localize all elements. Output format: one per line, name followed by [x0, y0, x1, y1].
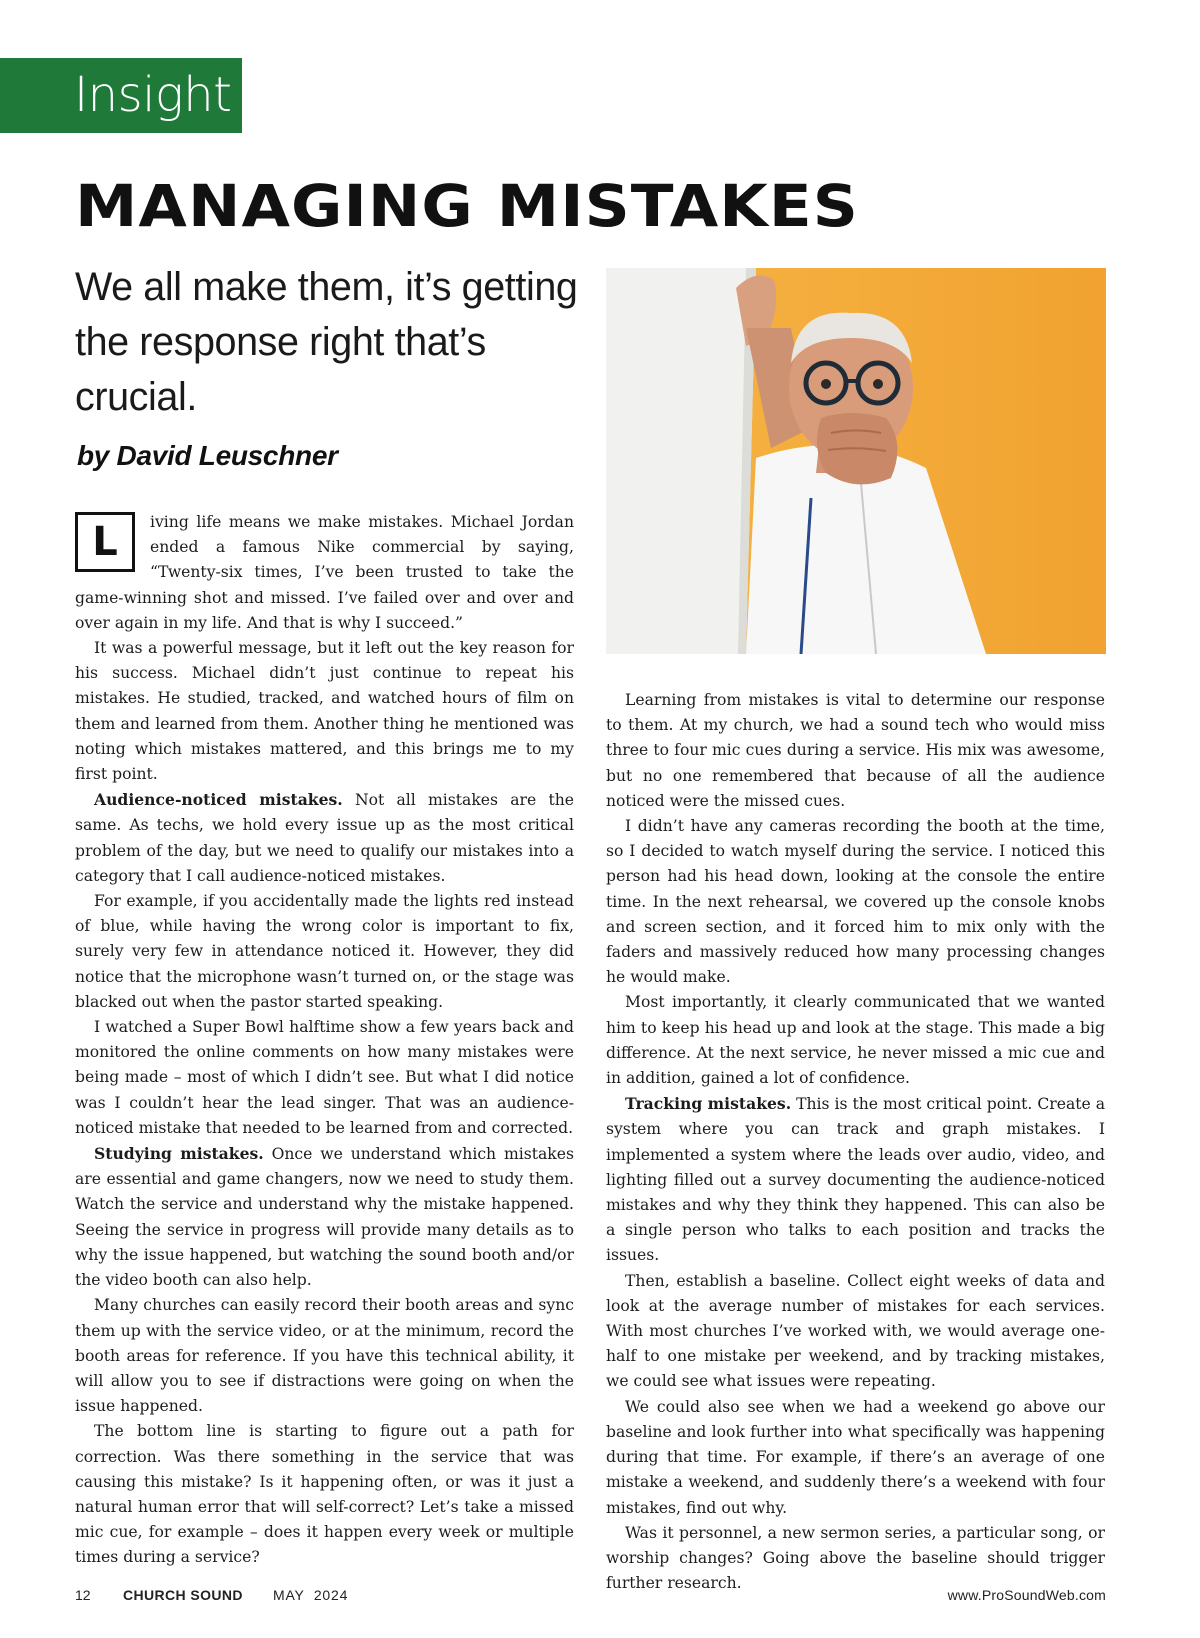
paragraph	[75, 787, 574, 889]
section-label: Insight	[0, 58, 242, 133]
paragraph: Was it personnel, a new sermon series, a particular song, or worship changes? Going above the baseline should trigger further research.	[606, 1523, 1105, 1593]
article-headline: MANAGING MISTAKES	[75, 172, 859, 240]
paragraph: It was a powerful message, but it left out the key reason for his success. Michael didn’t just continue to repeat his mistakes. He studied, tracked, and watched hours of film on them and learned from them. Another thing he mentioned was noting which mistakes mattered, and this brings me to my first point.	[75, 639, 574, 784]
subhead-audience-noticed: Audience-noticed mistakes.	[94, 790, 343, 810]
website-url: www.ProSoundWeb.com	[947, 1587, 1106, 1603]
subhead-studying: Studying mistakes.	[94, 1144, 264, 1164]
paragraph: I didn’t have any cameras recording the booth at the time, so I decided to watch myself during the service. I noticed this person had his head down, looking at the console the entire time. In the next rehearsal, we covered up the console knobs and screen section, and it forced him to mix only with the faders and massively reduced how many processing changes he would make.	[606, 817, 1105, 987]
paragraph: Most importantly, it clearly communicated that we wanted him to keep his head up and look at the stage. This made a big difference. At the next service, he never missed a mic cue and in addition, gained a lot of confidence.	[606, 993, 1105, 1088]
article-photo	[606, 268, 1106, 654]
issue-date: MAY 2024	[273, 1587, 349, 1603]
paragraph	[606, 1091, 1105, 1268]
article-byline: by David Leuschner	[77, 440, 338, 471]
article-deck: We all make them, it’s getting the response right that’s crucial.	[75, 265, 578, 419]
left-column	[75, 510, 574, 1571]
paragraph-text: Not all mistakes are the same. As techs, we hold every issue up as the most critical problem of the day, but we need to qualify our mistakes into a category that I call audience-noticed mistakes.	[75, 791, 575, 885]
subhead-tracking: Tracking mistakes.	[625, 1094, 792, 1114]
drop-cap: L	[75, 512, 135, 572]
paragraph: Many churches can easily record their booth areas and sync them up with the service video, or at the minimum, record the booth areas for reference. If you have this technical ability, it will allow you to see if distractions were going on when the issue happened.	[75, 1296, 574, 1416]
magazine-name: CHURCH SOUND	[123, 1587, 243, 1603]
page-number: 12	[75, 1587, 91, 1603]
paragraph-text: iving life means we make mistakes. Michael Jordan ended a famous Nike commercial by saying, “Twenty-six times, I’ve been trusted to take the game-winning shot and missed. I’ve failed over and over and over again in my life. And that is why I succeed.”	[75, 513, 574, 632]
page-footer	[75, 1585, 1106, 1605]
paragraph	[75, 1141, 574, 1293]
paragraph: We could also see when we had a weekend go above our baseline and look further into what specifically was happening during that time. For example, if there’s an average of one mistake a weekend, and suddenly there’s a weekend with four mistakes, find out why.	[606, 1397, 1105, 1517]
surprised-man-illustration	[606, 268, 1106, 654]
paragraph-text: This is the most critical point. Create a system where you can track and graph mistakes. I implemented a system where the leads over audio, video, and lighting filled out a survey documenting the audience-noticed mistakes and why they think they happened. This can also be a single person who talks to each position and tracks the issues.	[606, 1095, 1105, 1265]
right-column	[606, 688, 1105, 1596]
paragraph: Learning from mistakes is vital to determine our response to them. At my church, we had a sound tech who would miss three to four mic cues during a service. His mix was awesome, but no one remembered that because of all the audience noticed were the missed cues.	[606, 691, 1105, 810]
paragraph-text: Once we understand which mistakes are essential and game changers, now we need to study them. Watch the service and understand why the mistake happened. Seeing the service in progress will provide many details as to why the issue happened, but watching the sound booth and/or the video booth can also help.	[75, 1145, 574, 1290]
paragraph	[75, 510, 574, 636]
paragraph: The bottom line is starting to figure out a path for correction. Was there something in the service that was causing this mistake? Is it happening often, or was it just a natural human error that will self-correct? Let’s take a missed mic cue, for example – does it happen every week or multiple times during a service?	[75, 1422, 574, 1567]
paragraph: For example, if you accidentally made the lights red instead of blue, while having the wrong color is important to fix, surely very few in attendance noticed it. However, they did notice that the microphone wasn’t turned on, or the stage was blacked out when the pastor started speaking.	[75, 892, 574, 1011]
paragraph: I watched a Super Bowl halftime show a few years back and monitored the online comments on how many mistakes were being made – most of which I didn’t see. But what I did notice was I couldn’t hear the lead singer. That was an audience-noticed mistake that needed to be learned from and corrected.	[75, 1018, 574, 1137]
paragraph: Then, establish a baseline. Collect eight weeks of data and look at the average number of mistakes for each services. With most churches I’ve worked with, we would average one-half to one mistake per weekend, and by tracking mistakes, we could see what issues were repeating.	[606, 1271, 1105, 1391]
